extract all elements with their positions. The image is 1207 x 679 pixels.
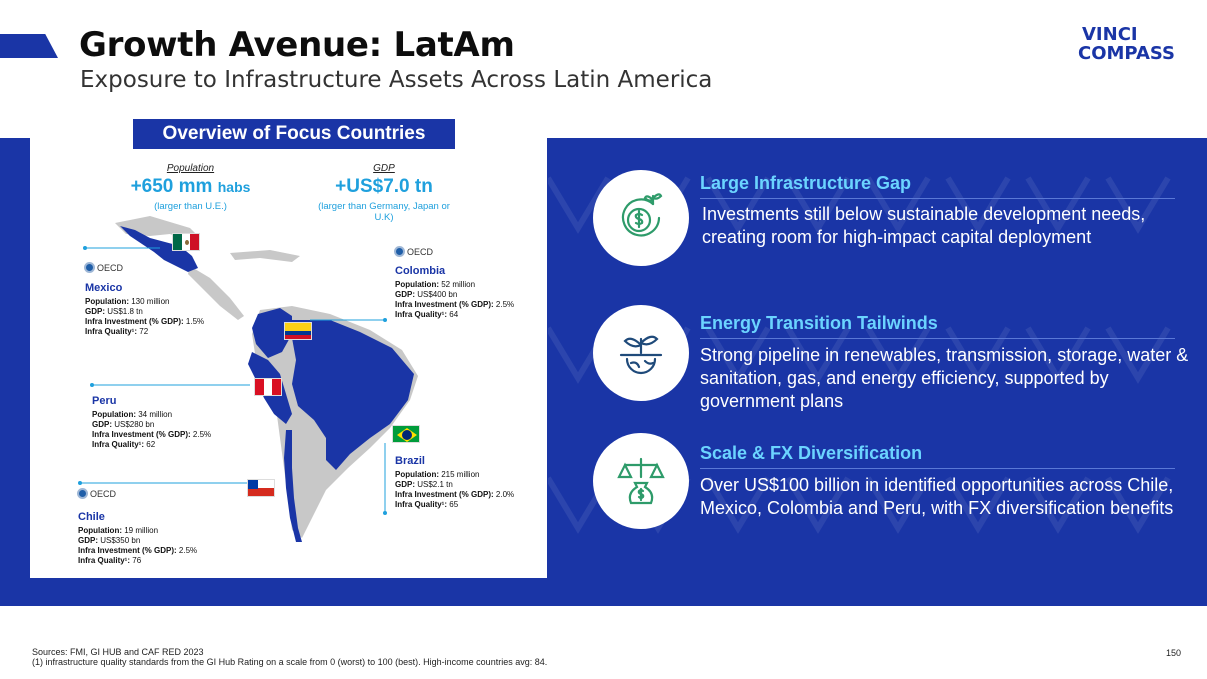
oecd-badge-mexico [84,262,123,273]
population-value: +650 mm [130,176,213,197]
population-stat [118,163,263,212]
country-name: Chile [78,511,105,523]
row-label: GDP: [395,480,415,489]
mexico-flag-icon [172,233,200,251]
country-mexico [85,283,255,337]
country-infra-investment: 2.5% [178,546,198,555]
country-population: 52 million [441,280,476,289]
country-name: Brazil [395,455,425,467]
vinci-compass-logo [1078,25,1175,63]
row-label: Infra Investment (% GDP): [395,300,494,309]
country-peru [92,396,252,450]
row-label: Population: [395,470,439,479]
row-label: Population: [92,410,136,419]
country-infra-quality: 64 [449,310,459,319]
country-gdp: US$400 bn [417,290,458,299]
country-infra-investment: 1.5% [185,317,205,326]
pillar-title-1: Large Infrastructure Gap [700,173,912,193]
peru-flag-icon [254,378,282,396]
row-label: Population: [395,280,439,289]
country-population: 34 million [138,410,173,419]
oecd-logo-icon [394,246,405,257]
country-name: Colombia [395,265,446,277]
row-label: GDP: [78,536,98,545]
sources-note [32,647,547,667]
pillar-divider-1 [700,198,1175,199]
gdp-label: GDP [373,163,395,174]
country-chile [78,512,238,566]
pillar-text-3: Over US$100 billion in identified opportunities across Chile, Mexico, Colombia and Peru, with FX diversification benefits [700,475,1174,518]
logo-line-2: COMPASS [1078,43,1176,64]
pillar-divider-3 [700,468,1175,469]
oecd-badge-chile [77,488,116,499]
row-label: Infra Investment (% GDP): [78,546,177,555]
country-infra-quality: 76 [132,556,142,565]
population-note: (larger than U.E.) [154,201,227,212]
pillar-text-2: Strong pipeline in renewables, transmission, storage, water & sanitation, gas, and energy efficiency, supported by government plans [700,345,1189,411]
brazil-connector-dot [383,511,387,515]
sources-line: Sources: FMI, GI HUB and CAF RED 2023 [32,647,204,657]
footnote-line: (1) infrastructure quality standards from the GI Hub Rating on a scale from 0 (worst) to 100 (best). High-income countries avg: 84. [32,657,548,667]
row-label: Infra Investment (% GDP): [92,430,191,439]
country-infra-quality: 72 [139,327,149,336]
gdp-note: (larger than Germany, Japan or U.K) [318,201,450,223]
page-number: 150 [1166,648,1182,658]
country-colombia [395,266,545,320]
oecd-badge-colombia [394,246,433,257]
country-brazil [395,456,545,510]
header-accent-bar [0,34,58,58]
scale-money-icon [593,433,689,529]
mexico-connector-dot [83,246,87,250]
country-gdp: US$2.1 tn [417,480,453,489]
peru-connector-dot [90,383,94,387]
pillar-title-3: Scale & FX Diversification [700,443,923,463]
logo-line-1: VINCI [1082,24,1138,45]
row-label: Infra Quality¹: [395,310,448,319]
row-label: Population: [85,297,129,306]
pillar-title-2: Energy Transition Tailwinds [700,313,938,333]
country-infra-quality: 62 [146,440,156,449]
gdp-stat [308,163,460,223]
oecd-logo-icon [84,262,95,273]
country-population: 19 million [124,526,159,535]
oecd-label: OECD [90,488,117,499]
chile-flag-icon [247,479,275,497]
overview-title: Overview of Focus Countries [131,117,457,151]
country-name: Peru [92,395,117,407]
oecd-label: OECD [407,246,434,257]
country-infra-investment: 2.5% [192,430,212,439]
chile-connector-dot [78,481,82,485]
country-population: 130 million [131,297,170,306]
country-gdp: US$1.8 tn [107,307,143,316]
colombia-connector-dot [383,318,387,322]
country-infra-quality: 65 [449,500,459,509]
row-label: GDP: [85,307,105,316]
oecd-logo-icon [77,488,88,499]
dollar-sprout-icon [593,170,689,266]
colombia-flag-icon [284,322,312,340]
oecd-label: OECD [97,262,124,273]
population-value-wrap [118,176,263,198]
page-subtitle: Exposure to Infrastructure Assets Across Latin America [80,67,713,93]
country-infra-investment: 2.5% [495,300,515,309]
population-unit: habs [217,179,251,195]
row-label: Infra Quality¹: [395,500,448,509]
row-label: Infra Quality¹: [78,556,131,565]
gdp-value: +US$7.0 tn [335,176,433,197]
country-gdp: US$280 bn [114,420,155,429]
country-gdp: US$350 bn [100,536,141,545]
pillar-divider-2 [700,338,1175,339]
row-label: Infra Investment (% GDP): [395,490,494,499]
country-population: 215 million [441,470,480,479]
row-label: Infra Quality¹: [85,327,138,336]
row-label: GDP: [92,420,112,429]
row-label: Infra Investment (% GDP): [85,317,184,326]
row-label: Infra Quality¹: [92,440,145,449]
country-name: Mexico [85,282,123,294]
country-infra-investment: 2.0% [495,490,515,499]
page-title: Growth Avenue: LatAm [79,25,515,65]
pillar-text-1: Investments still below sustainable development needs, creating room for high-impact capital deployment [702,204,1146,247]
plant-globe-icon [593,305,689,401]
brazil-flag-icon [392,425,420,443]
map-caribbean-shape [230,250,300,262]
population-label: Population [166,163,215,174]
row-label: Population: [78,526,122,535]
row-label: GDP: [395,290,415,299]
